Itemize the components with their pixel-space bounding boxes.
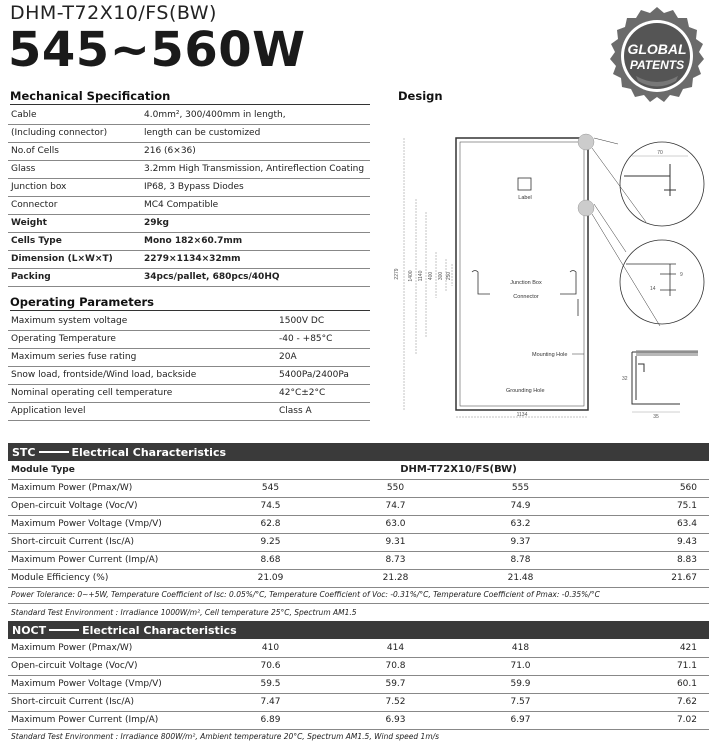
detail-9: 9 xyxy=(680,272,683,278)
detail-70: 70 xyxy=(657,150,663,156)
stc-banner xyxy=(8,443,709,461)
cell-value: 7.57 xyxy=(458,693,583,711)
module-frame-outer xyxy=(456,138,588,410)
dim-250: 250 xyxy=(446,271,452,281)
cell-value: 6.93 xyxy=(333,711,458,729)
cell-value: 21.48 xyxy=(458,569,583,587)
cell-value: 59.9 xyxy=(458,675,583,693)
table-row xyxy=(8,639,709,657)
table-row xyxy=(8,657,709,675)
dim-400: 400 xyxy=(428,271,434,281)
spec-value: 216 (6×36) xyxy=(141,142,370,160)
cell-value: 410 xyxy=(208,639,333,657)
row-label: Open-circuit Voltage (Voc/V) xyxy=(8,657,208,675)
banner-dash xyxy=(39,451,69,453)
noct-title: Electrical Characteristics xyxy=(82,623,237,637)
cell-value: 60.1 xyxy=(583,675,709,693)
cell-value: 8.78 xyxy=(458,551,583,569)
cell-value: 21.28 xyxy=(333,569,458,587)
detail-marker-top xyxy=(578,134,594,150)
cell-value: 21.09 xyxy=(208,569,333,587)
divider xyxy=(8,603,709,604)
spec-value: 3.2mm High Transmission, Antireflection Coating xyxy=(141,160,370,178)
spec-value: IP68, 3 Bypass Diodes xyxy=(141,178,370,196)
global-patents-badge xyxy=(606,6,708,108)
cell-value: 9.31 xyxy=(333,533,458,551)
cell-value: 545 xyxy=(208,479,333,497)
connector-text: Connector xyxy=(513,294,539,300)
cell-value: 7.02 xyxy=(583,711,709,729)
spec-label: Junction box xyxy=(8,178,141,196)
spec-row xyxy=(8,250,370,268)
cell-value: 9.43 xyxy=(583,533,709,551)
cell-value: 7.47 xyxy=(208,693,333,711)
stc-prefix: STC xyxy=(12,445,36,459)
cell-value: 9.25 xyxy=(208,533,333,551)
spec-row xyxy=(8,124,370,142)
frame-profile xyxy=(632,352,698,404)
module-frame-inner xyxy=(460,142,584,406)
dim-length: 2279 xyxy=(394,268,400,280)
mechanical-spec-table xyxy=(8,106,370,287)
cell-value: 74.5 xyxy=(208,497,333,515)
param-value: 5400Pa/2400Pa xyxy=(276,366,370,384)
param-value: Class A xyxy=(276,402,370,420)
param-value: 20A xyxy=(276,348,370,366)
param-label: Maximum system voltage xyxy=(8,312,276,330)
param-row xyxy=(8,330,370,348)
row-label: Maximum Power Voltage (Vmp/V) xyxy=(8,515,208,533)
param-label: Nominal operating cell temperature xyxy=(8,384,276,402)
label-text: Label xyxy=(518,195,532,201)
param-label: Snow load, frontside/Wind load, backside xyxy=(8,366,276,384)
row-label: Maximum Power Voltage (Vmp/V) xyxy=(8,675,208,693)
dim-1400: 1400 xyxy=(408,270,414,282)
cell-value: 8.68 xyxy=(208,551,333,569)
table-row xyxy=(8,515,709,533)
spec-value: Mono 182×60.7mm xyxy=(141,232,370,250)
junction-cable-right xyxy=(560,271,576,295)
junction-box-text: Junction Box xyxy=(510,280,542,286)
cell-value: 6.97 xyxy=(458,711,583,729)
table-row xyxy=(8,551,709,569)
spec-label: Packing xyxy=(8,268,141,286)
cell-value: 59.5 xyxy=(208,675,333,693)
detail-32: 32 xyxy=(622,376,628,382)
cell-value: 414 xyxy=(333,639,458,657)
cell-value: 555 xyxy=(458,479,583,497)
table-row xyxy=(8,711,709,729)
detail-14: 14 xyxy=(650,286,656,292)
param-row xyxy=(8,348,370,366)
table-row xyxy=(8,693,709,711)
noct-prefix: NOCT xyxy=(12,623,47,637)
mounting-hole-text: Mounting Hole xyxy=(532,352,568,358)
param-value: -40 - +85°C xyxy=(276,330,370,348)
module-type-label: Module Type xyxy=(8,461,208,479)
spec-row xyxy=(8,268,370,286)
row-label: Maximum Power (Pmax/W) xyxy=(8,479,208,497)
dim-1140: 1140 xyxy=(418,270,424,282)
spec-row xyxy=(8,106,370,124)
spec-row xyxy=(8,178,370,196)
cell-value: 7.62 xyxy=(583,693,709,711)
table-row xyxy=(8,569,709,587)
spec-row xyxy=(8,214,370,232)
module-type-model: DHM-T72X10/FS(BW) xyxy=(208,461,709,479)
param-row xyxy=(8,402,370,420)
operating-params-table xyxy=(8,312,370,421)
spec-label: Cells Type xyxy=(8,232,141,250)
cell-value: 70.8 xyxy=(333,657,458,675)
cell-value: 9.37 xyxy=(458,533,583,551)
model-name: DHM-T72X10/FS(BW) xyxy=(10,2,217,24)
spec-label: Weight xyxy=(8,214,141,232)
cell-value: 71.1 xyxy=(583,657,709,675)
design-title: Design xyxy=(398,89,443,103)
row-label: Short-circuit Current (Isc/A) xyxy=(8,693,208,711)
power-range: 545~560W xyxy=(8,22,306,78)
detail-b xyxy=(620,240,704,324)
badge-text-patents: PATENTS xyxy=(629,58,685,72)
table-row xyxy=(8,533,709,551)
cell-value: 74.9 xyxy=(458,497,583,515)
cell-value: 74.7 xyxy=(333,497,458,515)
cell-value: 550 xyxy=(333,479,458,497)
spec-label: (Including connector) xyxy=(8,124,141,142)
cell-value: 63.0 xyxy=(333,515,458,533)
row-label: Maximum Power (Pmax/W) xyxy=(8,639,208,657)
spec-label: Cable xyxy=(8,106,141,124)
cell-value: 560 xyxy=(583,479,709,497)
noct-test-env-note: Standard Test Environment : Irradiance 800W/m², Ambient temperature 20°C, Spectrum AM1.5, Wind speed 1m/s xyxy=(11,732,440,741)
cell-value: 75.1 xyxy=(583,497,709,515)
dim-300: 300 xyxy=(438,271,444,281)
cell-value: 71.0 xyxy=(458,657,583,675)
spec-row xyxy=(8,196,370,214)
param-row xyxy=(8,384,370,402)
cell-value: 418 xyxy=(458,639,583,657)
noct-table xyxy=(8,639,709,730)
param-label: Operating Temperature xyxy=(8,330,276,348)
spec-row xyxy=(8,142,370,160)
stc-test-env-note: Standard Test Environment : Irradiance 1000W/m², Cell temperature 25°C, Spectrum AM1.5 xyxy=(11,608,357,617)
detail-marker-mid xyxy=(578,200,594,216)
spec-row xyxy=(8,232,370,250)
cell-value: 63.2 xyxy=(458,515,583,533)
label-box xyxy=(518,178,531,190)
stc-title: Electrical Characteristics xyxy=(71,445,227,459)
noct-banner xyxy=(8,621,709,639)
row-label: Short-circuit Current (Isc/A) xyxy=(8,533,208,551)
cell-value: 421 xyxy=(583,639,709,657)
spec-value: 34pcs/pallet, 680pcs/40HQ xyxy=(141,268,370,286)
grounding-hole-text: Grounding Hole xyxy=(506,388,545,394)
detail-35: 35 xyxy=(653,414,659,420)
cell-value: 21.67 xyxy=(583,569,709,587)
row-label: Open-circuit Voltage (Voc/V) xyxy=(8,497,208,515)
param-label: Maximum series fuse rating xyxy=(8,348,276,366)
spec-label: Dimension (L×W×T) xyxy=(8,250,141,268)
table-header-row xyxy=(8,461,709,479)
cell-value: 63.4 xyxy=(583,515,709,533)
cell-value: 6.89 xyxy=(208,711,333,729)
cell-value: 59.7 xyxy=(333,675,458,693)
row-label: Module Efficiency (%) xyxy=(8,569,208,587)
param-row xyxy=(8,312,370,330)
module-design-drawing xyxy=(380,104,710,434)
cell-value: 7.52 xyxy=(333,693,458,711)
table-row xyxy=(8,675,709,693)
spec-value: length can be customized xyxy=(141,124,370,142)
spec-label: Glass xyxy=(8,160,141,178)
cell-value: 62.8 xyxy=(208,515,333,533)
cell-value: 8.83 xyxy=(583,551,709,569)
spec-label: No.of Cells xyxy=(8,142,141,160)
power-tolerance-note: Power Tolerance: 0~+5W, Temperature Coefficient of Isc: 0.05%/°C, Temperature Coefficient of Voc: -0.31%/°C, Temperature Coefficient of Pmax: -0.35%/°C xyxy=(11,590,600,599)
operating-params-title: Operating Parameters xyxy=(10,295,370,311)
table-row xyxy=(8,479,709,497)
param-label: Application level xyxy=(8,402,276,420)
spec-value: 29kg xyxy=(141,214,370,232)
mechanical-spec-title: Mechanical Specification xyxy=(10,89,370,105)
stc-table xyxy=(8,461,709,588)
row-label: Maximum Power Current (Imp/A) xyxy=(8,551,208,569)
spec-value: MC4 Compatible xyxy=(141,196,370,214)
spec-value: 4.0mm², 300/400mm in length, xyxy=(141,106,370,124)
badge-text-global: GLOBAL xyxy=(627,41,687,57)
spec-label: Connector xyxy=(8,196,141,214)
param-value: 1500V DC xyxy=(276,312,370,330)
dim-width: 1134 xyxy=(516,412,528,418)
param-row xyxy=(8,366,370,384)
cell-value: 70.6 xyxy=(208,657,333,675)
table-row xyxy=(8,497,709,515)
cell-value: 8.73 xyxy=(333,551,458,569)
banner-dash xyxy=(49,629,79,631)
junction-cable-left xyxy=(472,271,490,295)
spec-row xyxy=(8,160,370,178)
row-label: Maximum Power Current (Imp/A) xyxy=(8,711,208,729)
param-value: 42°C±2°C xyxy=(276,384,370,402)
spec-value: 2279×1134×32mm xyxy=(141,250,370,268)
